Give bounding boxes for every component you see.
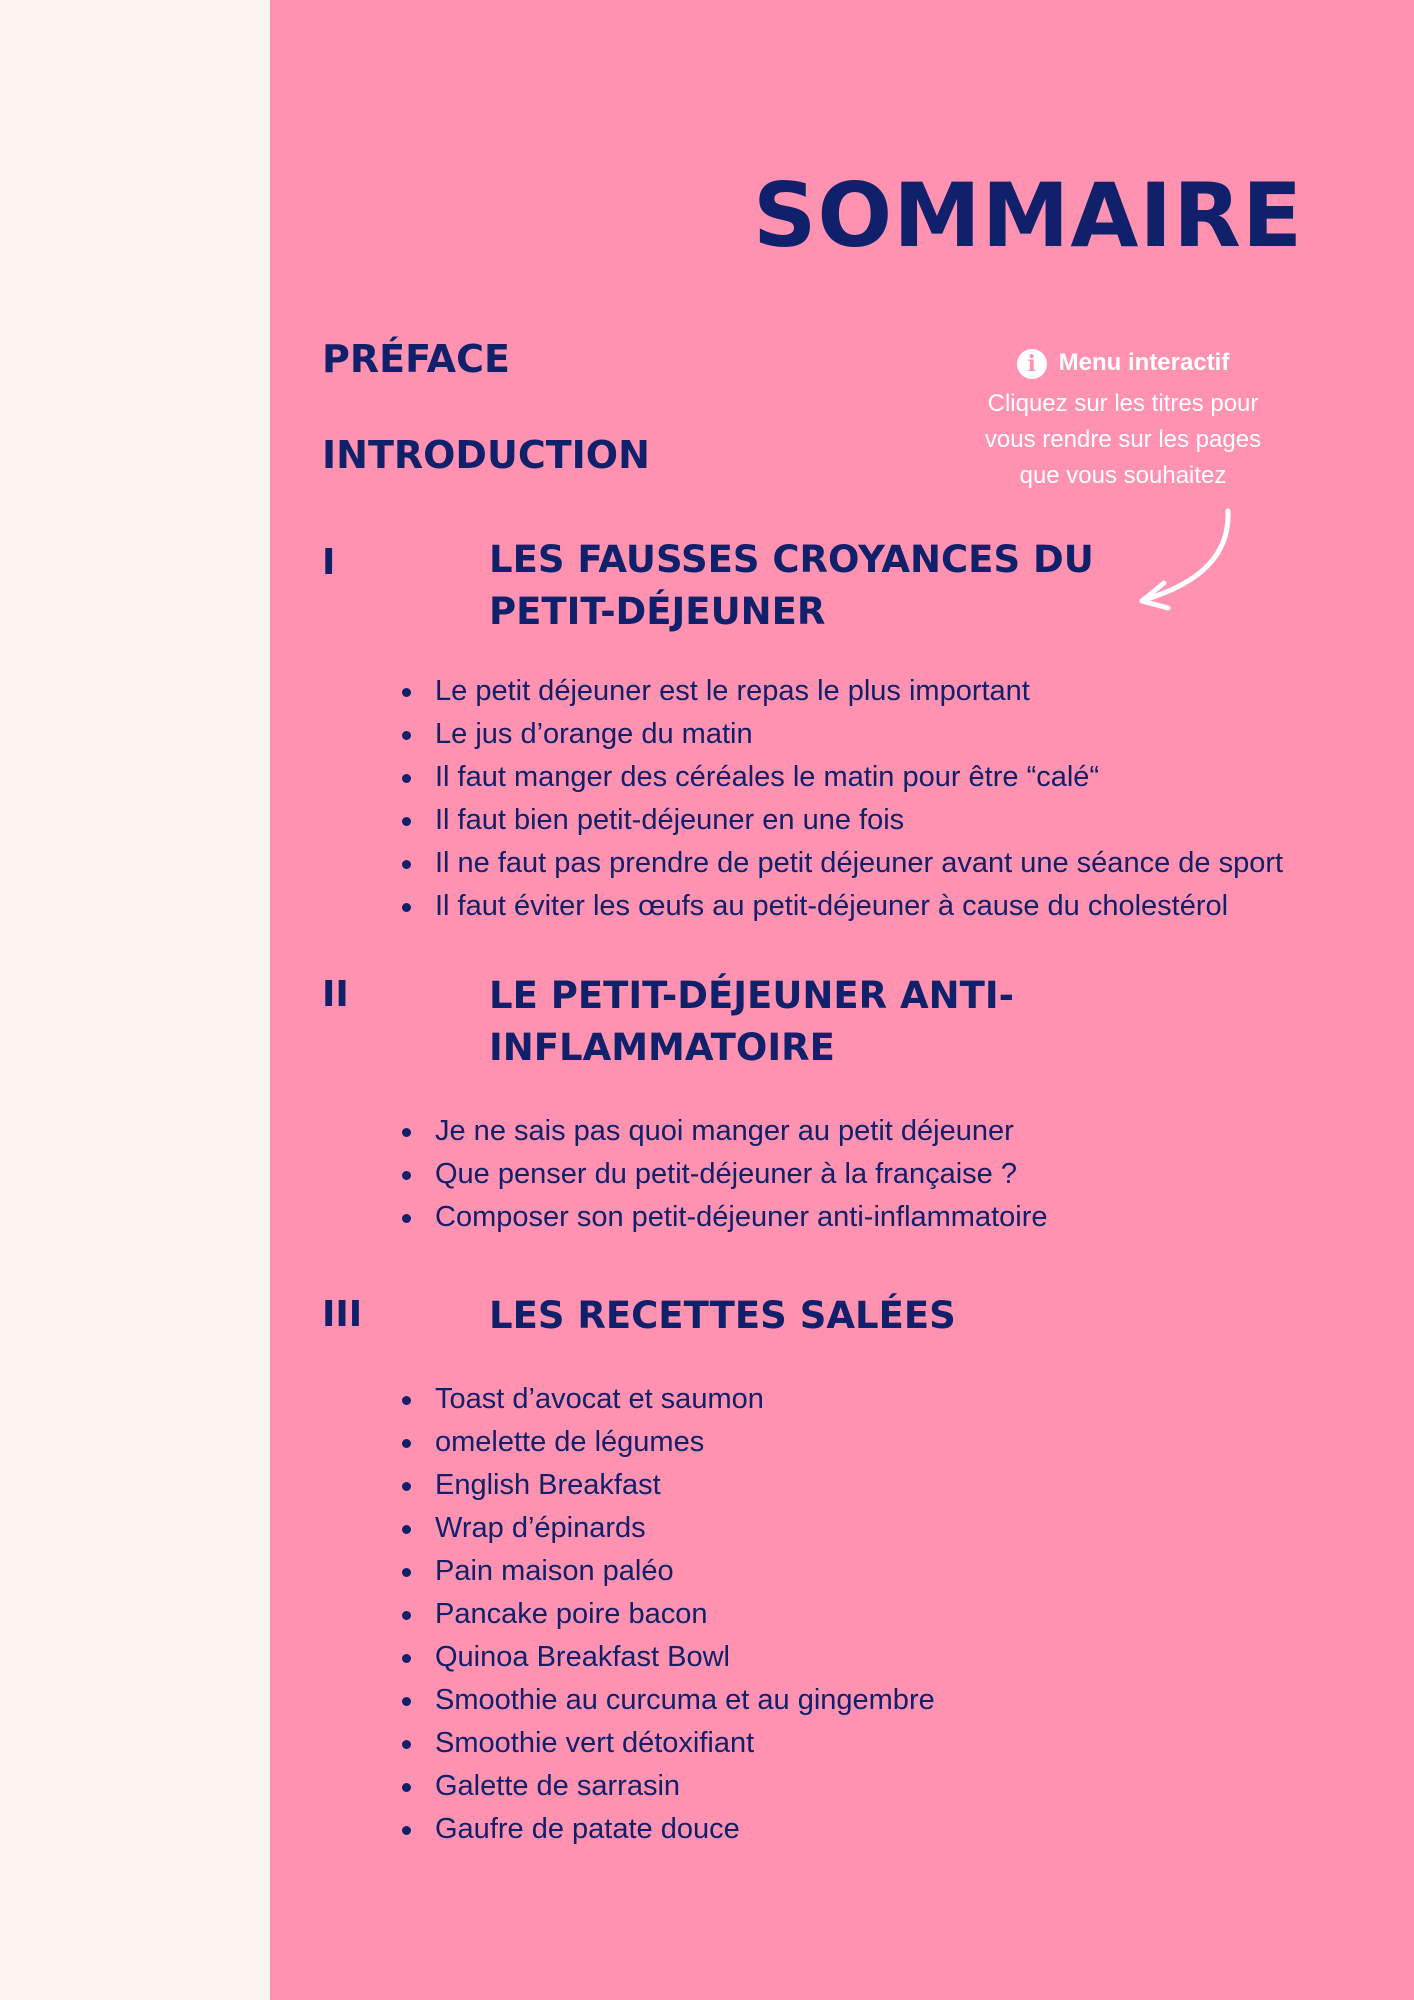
section-title-anti-inflammatoire[interactable] — [489, 970, 1109, 1074]
section-items-list — [395, 1110, 1048, 1239]
introduction-link[interactable]: INTRODUCTION — [322, 433, 650, 477]
list-item[interactable]: Je ne sais pas quoi manger au petit déjeuner — [395, 1110, 1048, 1153]
list-item[interactable]: Il faut manger des céréales le matin pour être “calé“ — [395, 756, 1283, 799]
info-line: Cliquez sur les titres pour — [987, 390, 1259, 417]
list-item[interactable]: Toast d’avocat et saumon — [395, 1378, 935, 1421]
list-item[interactable]: Il faut éviter les œufs au petit-déjeuner à cause du cholestérol — [395, 885, 1283, 928]
list-item[interactable]: Galette de sarrasin — [395, 1765, 935, 1808]
interactive-menu-note — [950, 340, 1296, 494]
section-items-list — [395, 670, 1283, 928]
section-number: II — [322, 974, 349, 1015]
section-number: I — [322, 542, 336, 583]
curved-arrow-icon — [1120, 505, 1240, 615]
section-title-line: PETIT-DÉJEUNER — [489, 590, 826, 633]
list-item[interactable]: Smoothie vert détoxifiant — [395, 1722, 935, 1765]
section-title-recettes-salees[interactable] — [489, 1290, 1109, 1342]
section-number: III — [322, 1294, 363, 1335]
section-title-line: INFLAMMATOIRE — [489, 1026, 835, 1069]
list-item[interactable]: Le petit déjeuner est le repas le plus important — [395, 670, 1283, 713]
list-item[interactable]: Smoothie au curcuma et au gingembre — [395, 1679, 935, 1722]
list-item[interactable]: Gaufre de patate douce — [395, 1808, 935, 1851]
section-items-list — [395, 1378, 935, 1851]
info-line: que vous souhaitez — [1019, 462, 1227, 489]
section-title-line: LE PETIT-DÉJEUNER ANTI- — [489, 974, 1014, 1017]
list-item[interactable]: Wrap d’épinards — [395, 1507, 935, 1550]
list-item[interactable]: Il faut bien petit-déjeuner en une fois — [395, 799, 1283, 842]
list-item[interactable]: Il ne faut pas prendre de petit déjeuner avant une séance de sport — [395, 842, 1283, 885]
section-title-fausses-croyances[interactable] — [489, 534, 1109, 638]
section-title-line: LES FAUSSES CROYANCES DU — [489, 538, 1094, 581]
info-heading-row — [950, 340, 1296, 386]
list-item[interactable]: Le jus d’orange du matin — [395, 713, 1283, 756]
info-line: vous rendre sur les pages — [984, 426, 1262, 453]
info-heading: Menu interactif — [1058, 349, 1230, 376]
list-item[interactable]: omelette de légumes — [395, 1421, 935, 1464]
list-item[interactable]: Composer son petit-déjeuner anti-inflammatoire — [395, 1196, 1048, 1239]
page-title: SOMMAIRE — [753, 164, 1304, 267]
list-item[interactable]: Pancake poire bacon — [395, 1593, 935, 1636]
list-item[interactable]: Que penser du petit-déjeuner à la française ? — [395, 1153, 1048, 1196]
list-item[interactable]: Quinoa Breakfast Bowl — [395, 1636, 935, 1679]
side-strip — [0, 0, 270, 2000]
info-icon: i — [1017, 349, 1047, 379]
preface-link[interactable]: PRÉFACE — [322, 337, 510, 381]
list-item[interactable]: Pain maison paléo — [395, 1550, 935, 1593]
list-item[interactable]: English Breakfast — [395, 1464, 935, 1507]
section-title-line: LES RECETTES SALÉES — [489, 1294, 956, 1337]
